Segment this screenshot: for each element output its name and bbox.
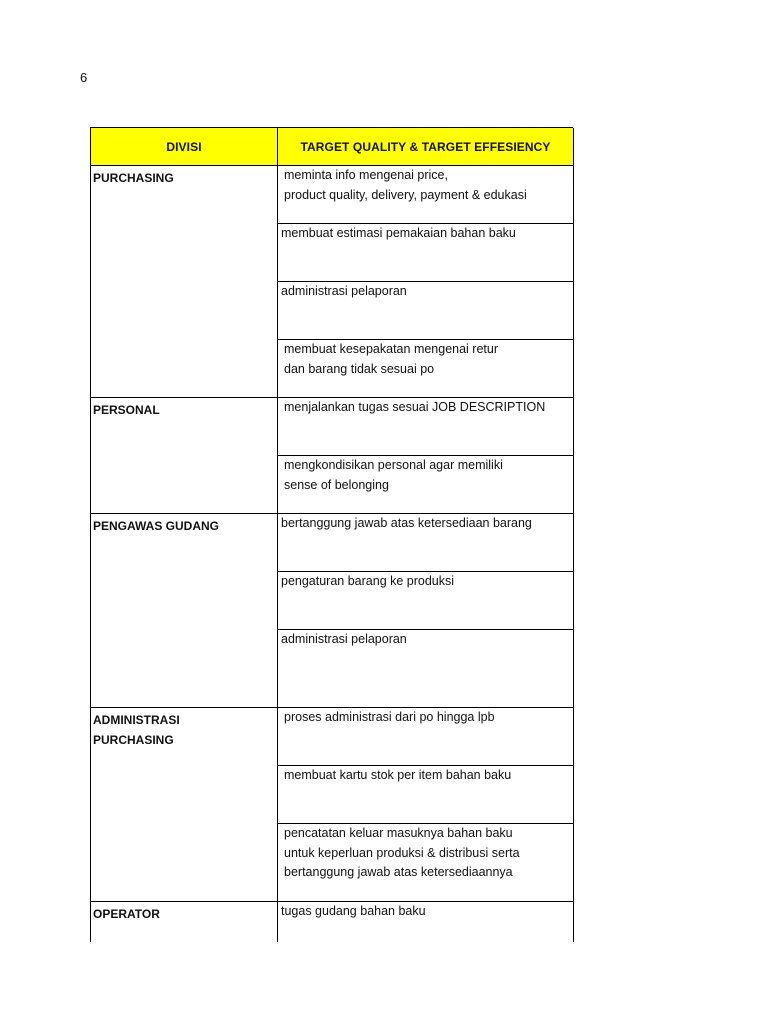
target-text: bertanggung jawab atas ketersediaan barang (281, 516, 532, 530)
division-cell (91, 166, 278, 398)
target-text: menjalankan tugas sesuai JOB DESCRIPTION (284, 400, 546, 414)
division-label: PERSONAL (93, 403, 160, 417)
target-cell (278, 456, 574, 514)
target-cell (278, 902, 574, 942)
target-text: bertanggung jawab atas ketersediaannya (284, 865, 513, 879)
target-text: meminta info mengenai price, (284, 168, 448, 182)
target-text: product quality, delivery, payment & edukasi (284, 187, 527, 202)
target-cell (278, 572, 574, 630)
target-cell (278, 340, 574, 398)
target-text: administrasi pelaporan (281, 632, 407, 646)
page-number: 6 (80, 70, 88, 85)
division-label: OPERATOR (93, 907, 160, 921)
target-cell (278, 766, 574, 824)
table-grid (90, 127, 573, 942)
target-text: proses administrasi dari po hingga lpb (284, 710, 495, 724)
target-cell (278, 224, 574, 282)
target-text: tugas gudang bahan baku (281, 904, 426, 918)
target-cell (278, 708, 574, 766)
target-text: administrasi pelaporan (281, 284, 407, 298)
target-text: pencatatan keluar masuknya bahan baku (284, 826, 513, 840)
target-cell (278, 630, 574, 708)
target-cell (278, 514, 574, 572)
division-cell (91, 398, 278, 514)
division-target-table (90, 127, 573, 942)
target-text: sense of belonging (284, 477, 389, 492)
target-cell (278, 398, 574, 456)
division-cell (91, 902, 278, 942)
division-label: PURCHASING (93, 171, 174, 185)
division-cell (91, 708, 278, 902)
target-text: dan barang tidak sesuai po (284, 361, 435, 376)
division-cell (91, 514, 278, 708)
target-cell (278, 282, 574, 340)
target-text: membuat estimasi pemakaian bahan baku (281, 226, 516, 240)
header-target: TARGET QUALITY & TARGET EFFESIENCY (278, 128, 574, 166)
target-text: membuat kesepakatan mengenai retur (284, 342, 499, 356)
target-cell (278, 166, 574, 224)
target-text: mengkondisikan personal agar memiliki (284, 458, 503, 472)
division-label: PENGAWAS GUDANG (93, 519, 220, 533)
division-label: ADMINISTRASI (93, 713, 180, 727)
target-text: pengaturan barang ke produksi (281, 574, 455, 588)
target-text: membuat kartu stok per item bahan baku (284, 768, 512, 782)
target-cell (278, 824, 574, 902)
division-label: PURCHASING (93, 733, 174, 747)
target-text: untuk keperluan produksi & distribusi serta (284, 845, 520, 860)
header-divisi: DIVISI (91, 128, 278, 166)
